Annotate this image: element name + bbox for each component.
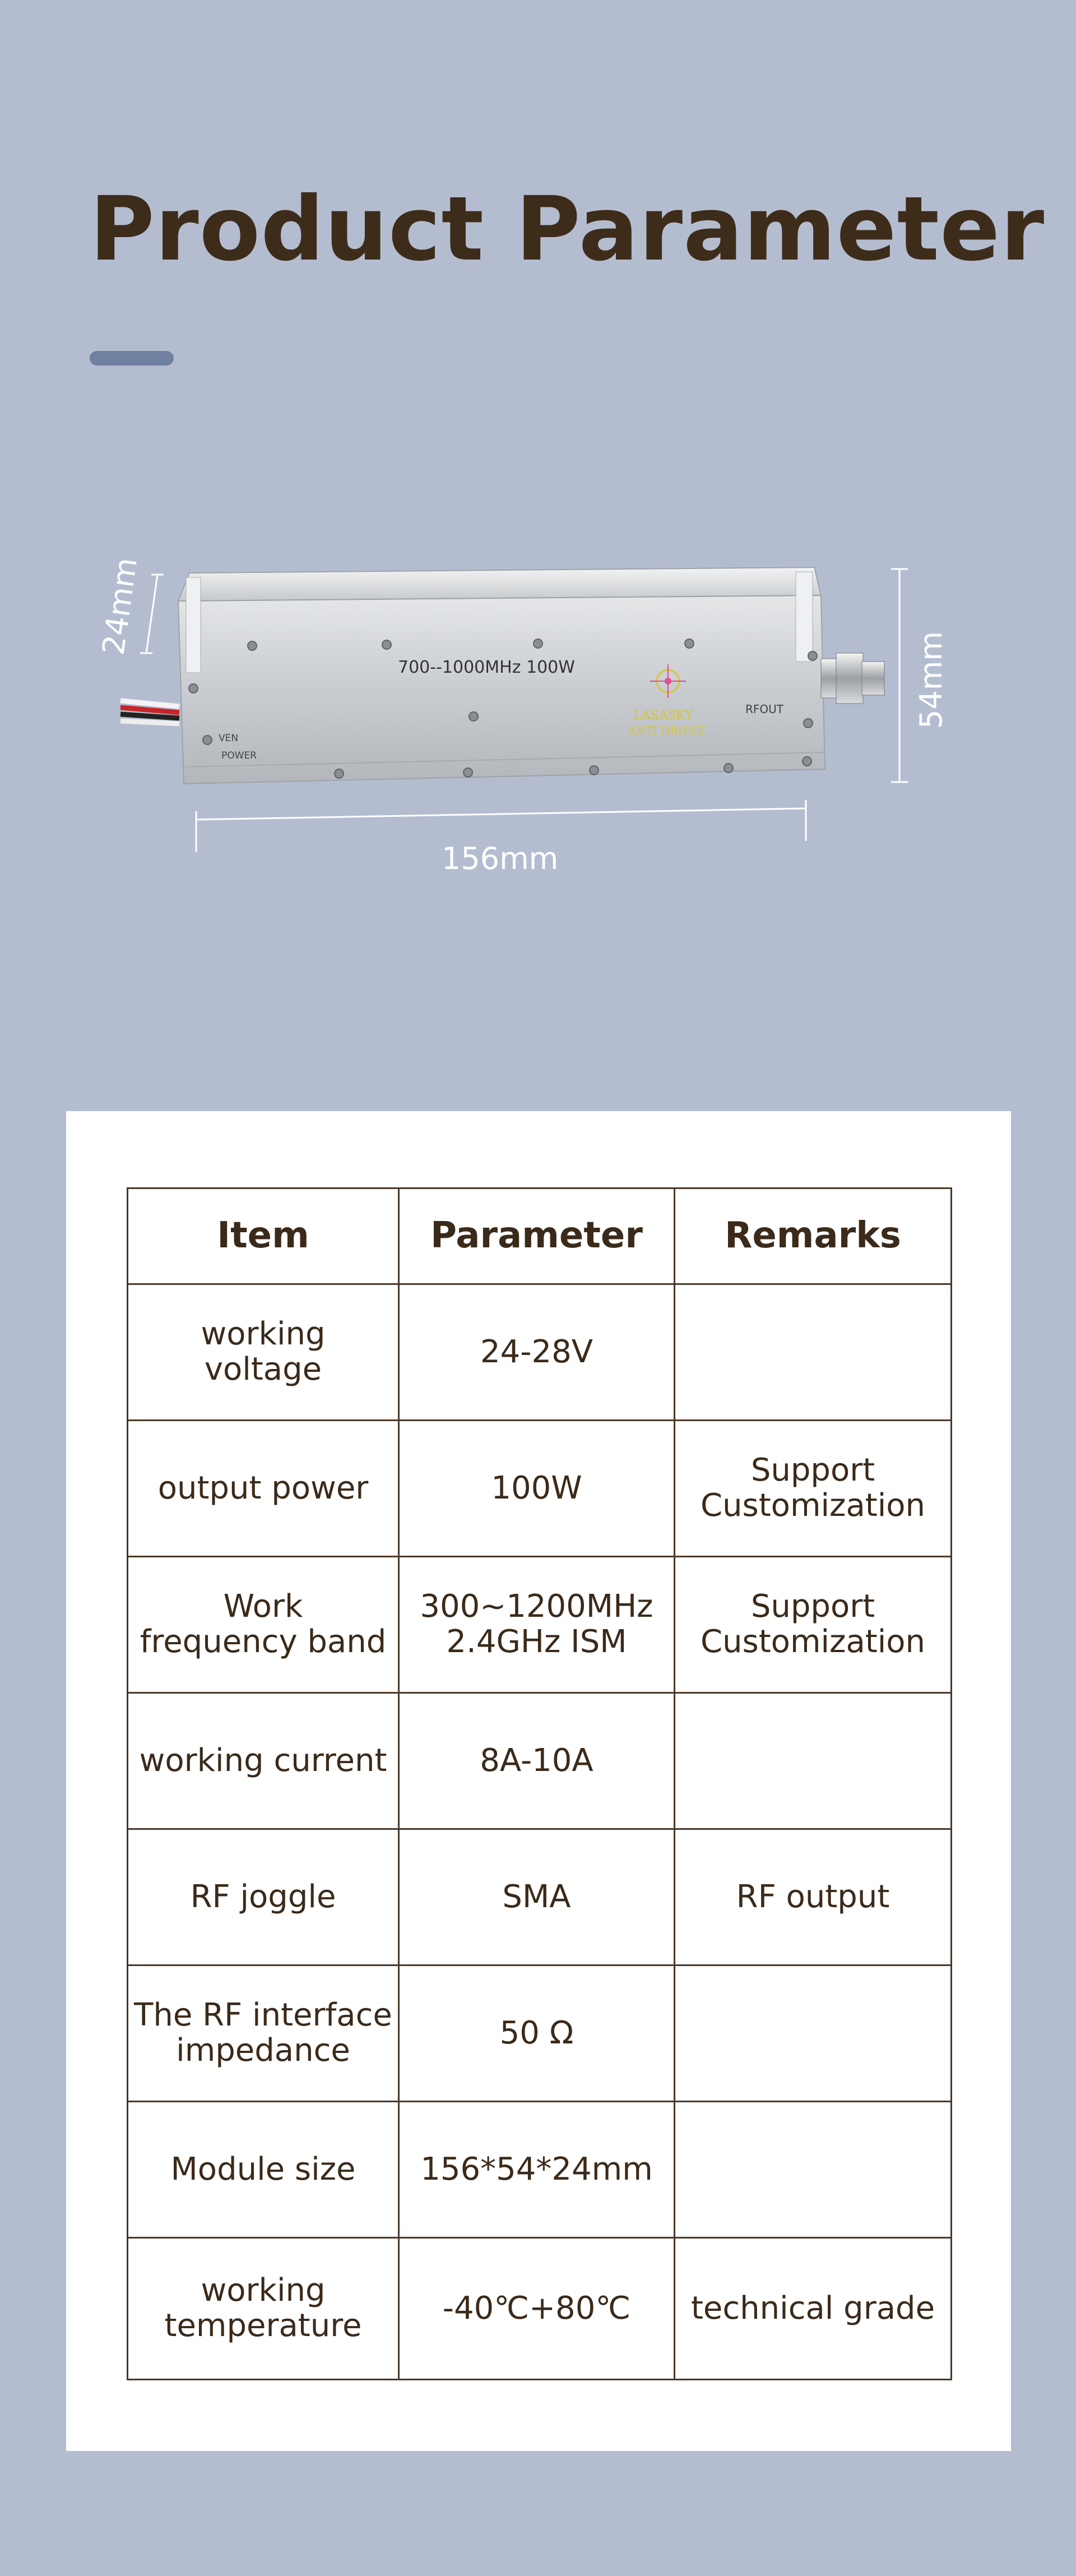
cell-item: RF joggle [128,1829,399,1965]
cell-remarks: Support Customization [675,1557,952,1693]
table-row [128,1284,952,1421]
power-cables [120,701,179,724]
cell-remarks [675,1965,952,2102]
rf-connector [821,653,884,704]
cell-item: working current [128,1693,399,1829]
header-remarks: Remarks [675,1188,952,1284]
dim-length-label: 156mm [442,841,559,876]
logo-text-line1: LASASKY [633,709,693,723]
cell-remarks: technical grade [675,2238,952,2380]
module-ven-label: VEN [219,733,239,744]
module-power-label: POWER [221,750,257,761]
header-item: Item [128,1188,399,1284]
cell-parameter: -40℃+80℃ [399,2238,675,2380]
cell-remarks [675,2102,952,2238]
table-row [128,1965,952,2102]
table-header-row [128,1188,952,1284]
product-drawing [67,538,1020,886]
logo-text-line2: ANTI DRONE [628,724,706,737]
cell-parameter: 8A-10A [399,1693,675,1829]
cell-parameter: 100W [399,1421,675,1557]
spec-table [127,1187,952,2380]
table-row [128,2238,952,2380]
cell-item: working voltage [128,1284,399,1421]
cell-item: working temperature [128,2238,399,2380]
cell-parameter: 50 Ω [399,1965,675,2102]
cell-parameter: 24-28V [399,1284,675,1421]
dim-width-marker [891,569,908,782]
cell-remarks [675,1693,952,1829]
dim-height-label: 24mm [95,555,145,657]
title-accent-bar [90,351,174,366]
dim-width-label: 54mm [913,631,949,729]
module-rfout-label: RFOUT [745,702,783,716]
cell-parameter: 300~1200MHz 2.4GHz ISM [399,1557,675,1693]
table-row [128,1693,952,1829]
table-row [128,1557,952,1693]
product-figure [67,538,1020,886]
cell-item: The RF interface impedance [128,1965,399,2102]
cell-item: output power [128,1421,399,1557]
cell-parameter: 156*54*24mm [399,2102,675,2238]
cell-parameter: SMA [399,1829,675,1965]
cell-remarks: RF output [675,1829,952,1965]
cell-item: Work frequency band [128,1557,399,1693]
table-row [128,2102,952,2238]
header-parameter: Parameter [399,1188,675,1284]
dim-height-marker [140,575,164,653]
page-title: Product Parameter [90,178,1045,281]
spec-table-card [66,1111,1011,2451]
table-row [128,1829,952,1965]
cell-item: Module size [128,2102,399,2238]
cell-remarks [675,1284,952,1421]
table-row [128,1421,952,1557]
cell-remarks: Support Customization [675,1421,952,1557]
module-band-label: 700--1000MHz 100W [398,658,575,677]
